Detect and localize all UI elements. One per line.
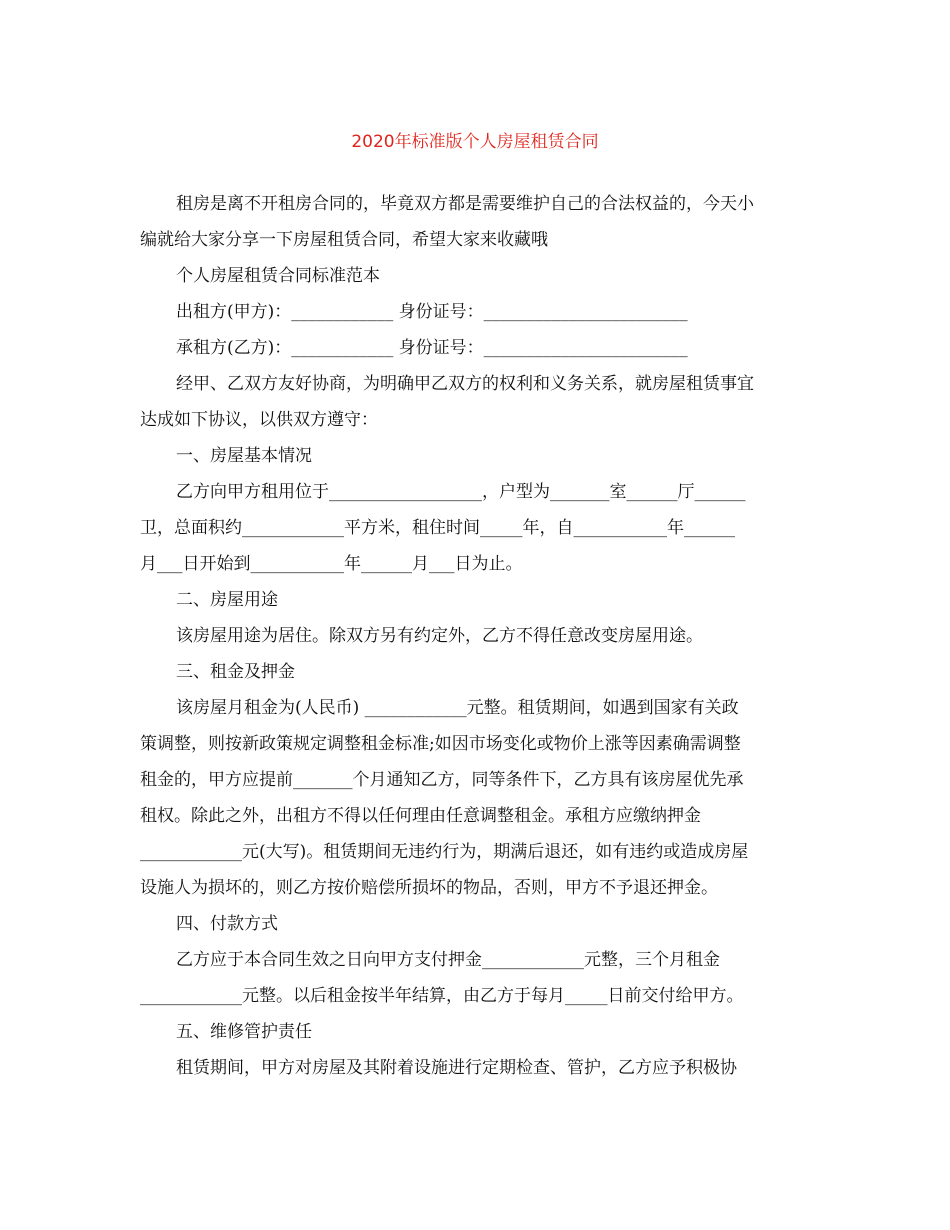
- section-heading: 五、维修管护责任: [176, 1022, 312, 1042]
- paragraph-line: 乙方应于本合同生效之日向甲方支付押金____________元整，三个月租金: [176, 950, 720, 970]
- document-title: 2020年标准版个人房屋租赁合同: [351, 132, 599, 152]
- paragraph-line: ____________元整。以后租金按半年结算，由乙方于每月_____日前交付给甲方。: [140, 986, 744, 1006]
- paragraph-line: 经甲、乙双方友好协商，为明确甲乙双方的权利和义务关系，就房屋租赁事宜: [176, 374, 754, 394]
- paragraph-line: 出租方(甲方)：____________ 身份证号：________________________: [176, 302, 688, 322]
- section-heading: 三、租金及押金: [176, 662, 295, 682]
- paragraph-line: 承租方(乙方)：____________ 身份证号：________________________: [176, 338, 688, 358]
- paragraph-line: 租金的，甲方应提前_______个月通知乙方，同等条件下，乙方具有该房屋优先承: [140, 770, 744, 790]
- section-heading: 一、房屋基本情况: [176, 446, 312, 466]
- paragraph-line: 设施人为损坏的，则乙方按价赔偿所损坏的物品，否则，甲方不予退还押金。: [140, 878, 718, 898]
- paragraph-line: 个人房屋租赁合同标准范本: [176, 266, 380, 286]
- paragraph-line: 策调整，则按新政策规定调整租金标准;如因市场变化或物价上涨等因素确需调整: [140, 734, 741, 754]
- paragraph-line: 租赁期间，甲方对房屋及其附着设施进行定期检查、管护，乙方应予积极协: [176, 1058, 737, 1078]
- section-heading: 二、房屋用途: [176, 590, 278, 610]
- paragraph-line: 该房屋月租金为(人民币) ____________元整。租赁期间，如遇到国家有关政: [176, 698, 739, 718]
- paragraph-line: 月___日开始到___________年______月___日为止。: [140, 554, 523, 574]
- paragraph-line: 卫，总面积约____________平方米，租住时间_____年，自___________年______: [140, 518, 735, 538]
- paragraph-line: 达成如下协议，以供双方遵守：: [140, 410, 378, 430]
- paragraph-line: 租房是离不开租房合同的，毕竟双方都是需要维护自己的合法权益的，今天小: [176, 194, 754, 214]
- paragraph-line: 租权。除此之外，出租方不得以任何理由任意调整租金。承租方应缴纳押金: [140, 806, 701, 826]
- section-heading: 四、付款方式: [176, 914, 278, 934]
- paragraph-line: 乙方向甲方租用位于__________________，户型为_______室______厅______: [176, 482, 746, 502]
- paragraph-line: 该房屋用途为居住。除双方另有约定外，乙方不得任意改变房屋用途。: [176, 626, 703, 646]
- paragraph-line: 编就给大家分享一下房屋租赁合同，希望大家来收藏哦: [140, 230, 548, 250]
- paragraph-line: ____________元(大写)。租赁期间无违约行为，期满后退还，如有违约或造成房屋: [140, 842, 749, 862]
